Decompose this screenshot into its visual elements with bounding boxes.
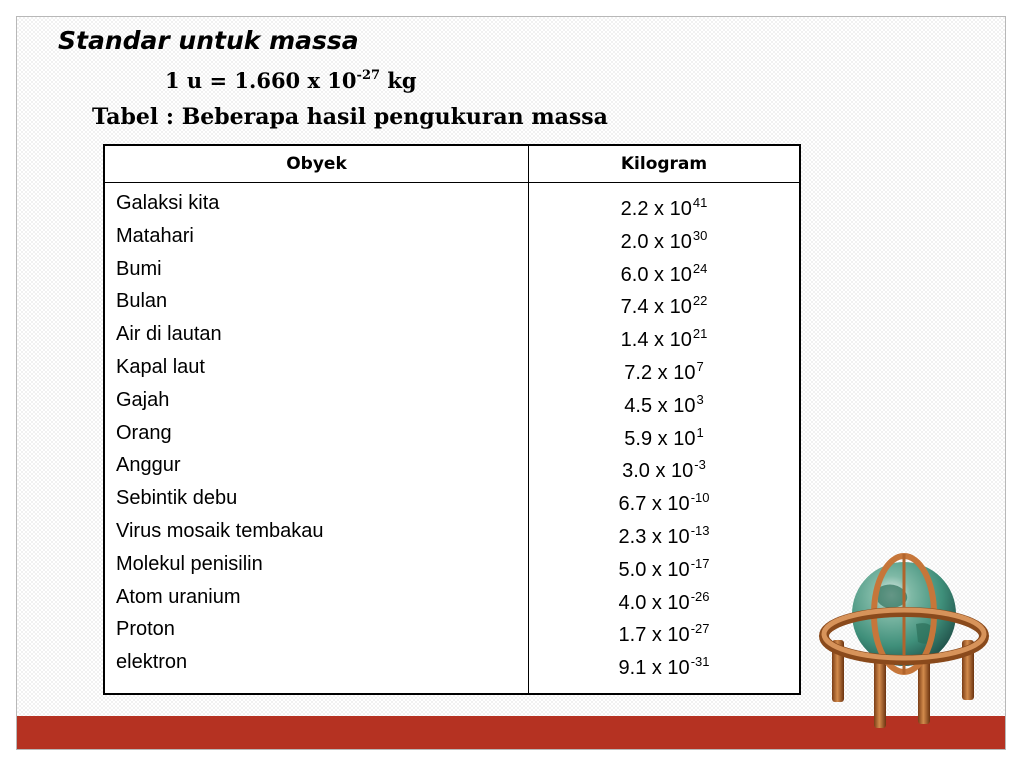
- mass-exponent: 22: [692, 293, 708, 309]
- atomic-mass-unit-formula: [165, 68, 417, 93]
- mass-value: [529, 351, 799, 384]
- mass-value: [529, 285, 799, 318]
- mass-mantissa: 7.4 x 10: [620, 296, 692, 319]
- table-body-row: [104, 183, 800, 694]
- slide-title: Standar untuk massa: [58, 26, 359, 55]
- mass-mantissa: 6.7 x 10: [618, 493, 690, 516]
- object-name: Anggur: [116, 454, 181, 477]
- mass-value: [529, 253, 799, 286]
- mass-value: [529, 417, 799, 450]
- header-object: Obyek: [104, 145, 529, 183]
- object-name: Molekul penisilin: [116, 552, 263, 575]
- mass-mantissa: 9.1 x 10: [618, 657, 690, 680]
- mass-value: [529, 581, 799, 614]
- table-header-row: [104, 145, 800, 183]
- mass-exponent: 1: [696, 424, 704, 440]
- mass-exponent: 3: [696, 391, 704, 407]
- globe-icon: [818, 548, 990, 738]
- mass-value: [529, 482, 799, 515]
- object-name: Kapal laut: [116, 355, 205, 378]
- mass-value: [529, 613, 799, 646]
- object-name: Atom uranium: [116, 585, 241, 608]
- mass-value: [529, 384, 799, 417]
- mass-mantissa: 2.0 x 10: [620, 230, 692, 253]
- mass-mantissa: 2.3 x 10: [618, 525, 690, 548]
- mass-mantissa: 3.0 x 10: [622, 460, 694, 483]
- mass-value: [529, 220, 799, 253]
- object-name: elektron: [116, 651, 188, 674]
- object-name: Orang: [116, 421, 172, 444]
- mass-exponent: -27: [690, 621, 710, 637]
- mass-value: [529, 548, 799, 581]
- mass-exponent: 30: [692, 227, 708, 243]
- table-caption: Tabel : Beberapa hasil pengukuran massa: [92, 104, 608, 130]
- object-name: Proton: [116, 618, 175, 641]
- object-name: Matahari: [116, 224, 194, 247]
- formula-exponent: -27: [356, 68, 381, 83]
- object-name: Bulan: [116, 290, 168, 313]
- object-column: [104, 183, 529, 694]
- mass-mantissa: 2.2 x 10: [620, 198, 692, 220]
- mass-mantissa: 1.7 x 10: [618, 624, 690, 647]
- mass-mantissa: 7.2 x 10: [624, 361, 696, 384]
- header-kilogram: Kilogram: [529, 145, 801, 183]
- mass-exponent: -10: [690, 490, 710, 506]
- object-name: Bumi: [116, 257, 162, 280]
- object-name: Gajah: [116, 388, 170, 411]
- mass-mantissa: 5.0 x 10: [618, 558, 690, 581]
- mass-mantissa: 1.4 x 10: [620, 329, 692, 352]
- mass-mantissa: 4.5 x 10: [624, 394, 696, 417]
- mass-value: [529, 449, 799, 482]
- mass-exponent: -31: [690, 654, 710, 670]
- mass-exponent: 24: [692, 260, 708, 276]
- mass-table: [103, 144, 801, 695]
- object-name: Galaksi kita: [116, 192, 220, 214]
- mass-mantissa: 6.0 x 10: [620, 263, 692, 286]
- formula-unit: kg: [380, 68, 417, 93]
- mass-exponent: -13: [690, 522, 710, 538]
- mass-exponent: 7: [696, 358, 704, 374]
- mass-exponent: -26: [690, 588, 710, 604]
- formula-base: 1 u = 1.660 x 10: [165, 68, 357, 93]
- mass-value: [529, 187, 799, 220]
- mass-mantissa: 4.0 x 10: [618, 591, 690, 614]
- mass-value: [529, 515, 799, 548]
- mass-exponent: 21: [692, 326, 708, 342]
- mass-exponent: 41: [692, 195, 708, 210]
- mass-value: [529, 646, 799, 679]
- mass-exponent: -17: [690, 555, 710, 571]
- mass-value: [529, 318, 799, 351]
- mass-exponent: -3: [694, 457, 706, 473]
- object-name: Air di lautan: [116, 323, 222, 346]
- object-name: Sebintik debu: [116, 487, 238, 510]
- mass-mantissa: 5.9 x 10: [624, 427, 696, 450]
- object-name: Virus mosaik tembakau: [116, 519, 324, 542]
- mass-column: [529, 183, 801, 694]
